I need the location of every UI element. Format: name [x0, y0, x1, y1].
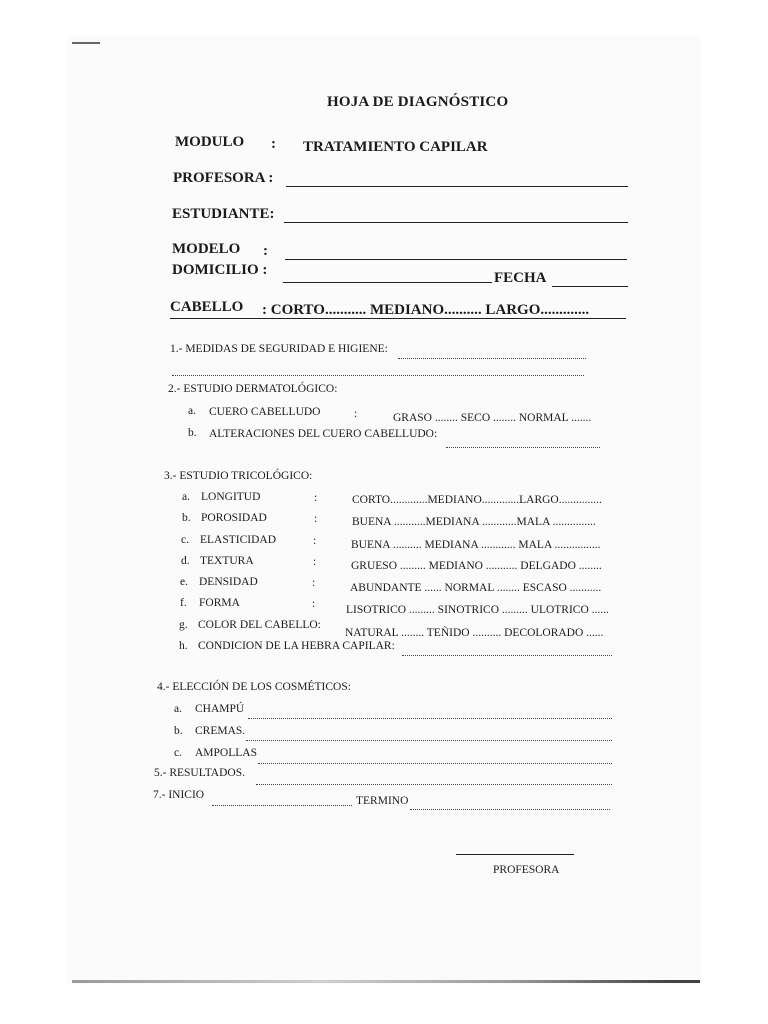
profesora-field-line — [286, 186, 628, 187]
section-3-row-options: GRUESO ......... MEDIANO ........... DELGADO ........ — [351, 560, 602, 572]
section-3-row-colon: : — [312, 577, 316, 589]
section-3-row-options: CORTO.............MEDIANO.............LARGO............... — [352, 494, 602, 506]
section-3-label: 3.- ESTUDIO TRICOLÓGICO: — [164, 470, 313, 482]
cabello-options: : CORTO........... MEDIANO.......... LARGO............. — [262, 302, 590, 318]
modelo-label: MODELO — [172, 241, 241, 257]
estudiante-field-line — [284, 222, 628, 223]
section-3-row-letter: b. — [182, 512, 191, 524]
section-3-row-colon: : — [312, 598, 316, 610]
section-4-label: 4.- ELECCIÓN DE LOS COSMÉTICOS: — [157, 681, 351, 693]
section-7-termino-label: TERMINO — [356, 795, 409, 807]
section-2a-colon: : — [354, 408, 358, 420]
section-1-dotted-line-2 — [172, 374, 584, 376]
section-1-dotted-line-1 — [398, 357, 586, 359]
section-3-row-label: POROSIDAD — [201, 512, 267, 524]
section-3-row-letter: h. — [179, 640, 188, 652]
section-4a-label: CHAMPÚ — [195, 703, 245, 715]
section-4b-label: CREMAS. — [195, 725, 246, 737]
section-3-row-label: COLOR DEL CABELLO: — [198, 619, 321, 631]
section-7-inicio-dotted-line — [212, 804, 352, 806]
cabello-label: CABELLO — [170, 299, 244, 315]
section-2-label: 2.- ESTUDIO DERMATOLÓGICO: — [168, 383, 338, 395]
estudiante-label: ESTUDIANTE: — [172, 206, 275, 222]
section-2b-label: ALTERACIONES DEL CUERO CABELLUDO: — [209, 428, 438, 440]
section-3-row-letter: g. — [179, 619, 188, 631]
section-3-row-letter: c. — [181, 534, 189, 546]
fecha-field-line — [552, 286, 628, 287]
section-4b-letter: b. — [174, 725, 183, 737]
modulo-colon: : — [271, 136, 276, 152]
modulo-value: TRATAMIENTO CAPILAR — [303, 139, 488, 155]
section-2a-label: CUERO CABELLUDO — [209, 406, 321, 418]
page-title: HOJA DE DIAGNÓSTICO — [327, 94, 509, 110]
modelo-field-line — [285, 259, 627, 260]
section-7-termino-dotted-line — [410, 808, 610, 810]
domicilio-field-line — [283, 282, 492, 283]
section-3-row-label: DENSIDAD — [199, 576, 258, 588]
section-3-row-options: ABUNDANTE ...... NORMAL ........ ESCASO ........... — [350, 582, 602, 594]
section-3-row-colon: : — [313, 556, 317, 568]
section-3-row-colon: : — [313, 535, 317, 547]
signature-label: PROFESORA — [493, 864, 560, 876]
domicilio-label: DOMICILIO : — [172, 262, 268, 278]
modelo-colon: : — [263, 243, 268, 259]
scan-bottom-edge — [72, 980, 700, 983]
profesora-label: PROFESORA : — [173, 170, 274, 186]
section-3-row-options: LISOTRICO ......... SINOTRICO ......... ULOTRICO ...... — [346, 604, 609, 616]
section-2a-letter: a. — [188, 405, 196, 417]
section-2a-options: GRASO ........ SECO ........ NORMAL ....... — [393, 412, 592, 424]
section-3-row-colon: : — [314, 492, 318, 504]
section-3-row-options: BUENA .......... MEDIANA ............ MALA ................ — [351, 539, 601, 551]
section-2b-dotted-line — [446, 446, 600, 448]
section-3-row-colon: : — [314, 513, 318, 525]
section-7-inicio-label: 7.- INICIO — [153, 789, 205, 801]
section-3-row-label: CONDICION DE LA HEBRA CAPILAR: — [198, 640, 395, 652]
fecha-label: FECHA — [494, 270, 547, 286]
scan-edge-mark — [72, 42, 100, 44]
paper-sheet — [66, 36, 701, 984]
modulo-label: MODULO — [175, 134, 245, 150]
section-1-label: 1.- MEDIDAS DE SEGURIDAD E HIGIENE: — [170, 343, 388, 355]
section-3-row-label: LONGITUD — [201, 491, 261, 503]
section-3-row-label: ELASTICIDAD — [200, 534, 277, 546]
section-3h-dotted-line — [402, 654, 612, 656]
section-3-row-letter: f. — [180, 597, 187, 609]
section-4c-label: AMPOLLAS — [195, 747, 257, 759]
section-5-label: 5.- RESULTADOS. — [154, 767, 245, 779]
section-5-dotted-line — [256, 783, 612, 785]
section-3-row-letter: a. — [182, 491, 190, 503]
section-4a-dotted-line — [248, 717, 612, 719]
section-4a-letter: a. — [174, 703, 182, 715]
section-4c-letter: c. — [174, 747, 182, 759]
section-4c-dotted-line — [258, 762, 612, 764]
section-4b-dotted-line — [246, 739, 612, 741]
section-3-row-options: BUENA ...........MEDIANA ............MALA ............... — [352, 516, 596, 528]
cabello-underline — [170, 318, 626, 319]
section-3-row-options: NATURAL ........ TEÑIDO .......... DECOLORADO ...... — [345, 627, 604, 639]
section-2b-letter: b. — [188, 427, 197, 439]
signature-line — [456, 854, 574, 855]
section-3-row-letter: e. — [180, 576, 188, 588]
section-3-row-letter: d. — [181, 555, 190, 567]
section-3-row-label: FORMA — [199, 597, 240, 609]
section-3-row-label: TEXTURA — [200, 555, 254, 567]
